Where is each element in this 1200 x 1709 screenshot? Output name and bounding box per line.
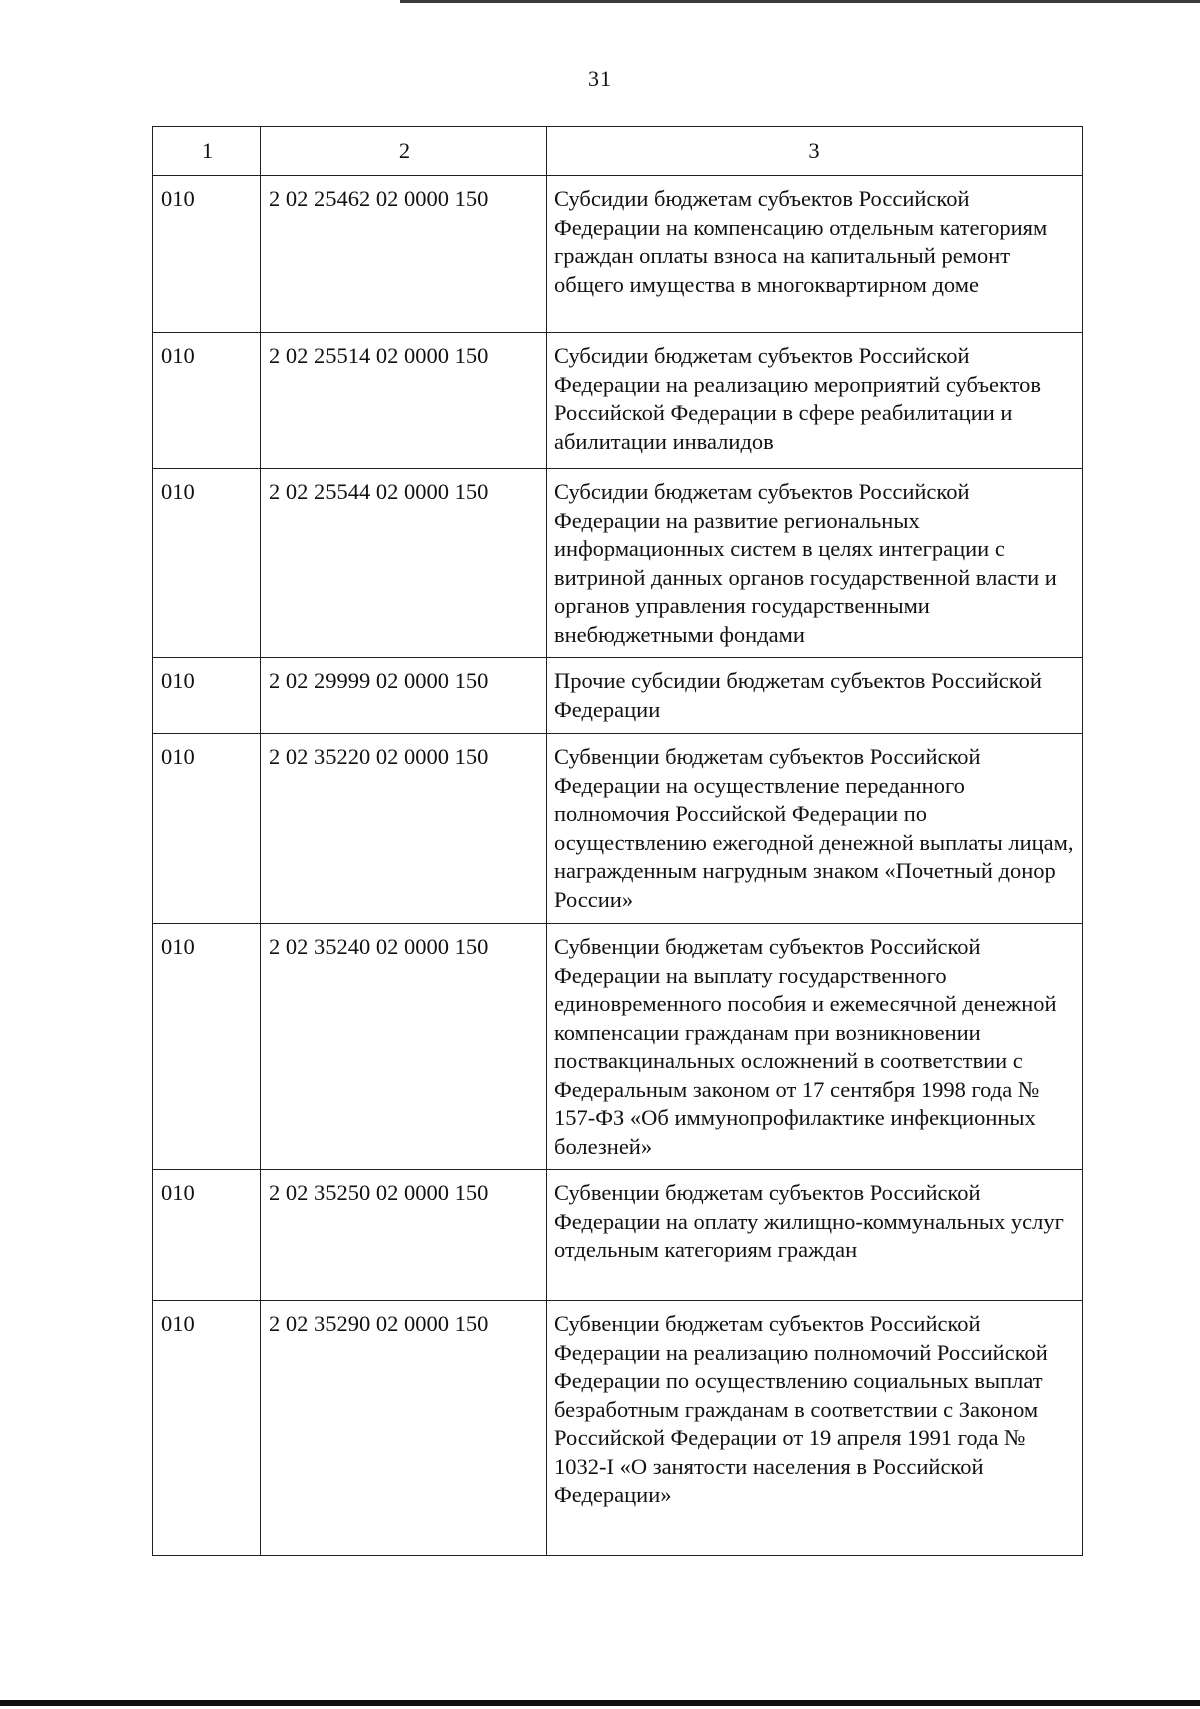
- admin-code-cell: 010: [153, 924, 261, 1170]
- admin-code-cell: 010: [153, 176, 261, 333]
- admin-code-cell: 010: [153, 333, 261, 469]
- revenue-code-cell: 2 02 35240 02 0000 150: [261, 924, 547, 1170]
- revenue-code-cell: 2 02 25544 02 0000 150: [261, 469, 547, 658]
- revenue-description-cell: Субсидии бюджетам субъектов Российской Федерации на компенсацию отдельным категориям граждан оплаты взноса на капитальный ремонт общего имущества в многоквартирном доме: [547, 176, 1083, 333]
- bottom-edge-rule: [0, 1700, 1200, 1706]
- header-col-3: 3: [547, 127, 1083, 176]
- revenue-code-cell: 2 02 25514 02 0000 150: [261, 333, 547, 469]
- table-row: [153, 1301, 1083, 1556]
- revenue-code-cell: 2 02 29999 02 0000 150: [261, 658, 547, 734]
- revenue-description-cell: Субвенции бюджетам субъектов Российской Федерации на реализацию полномочий Российской Федерации по осуществлению социальных выплат безработным гражданам в соответствии с Законом Российской Федерации от 19 апреля 1991 года № 1032-I «О занятости населения в Российской Федерации»: [547, 1301, 1083, 1556]
- revenue-description-cell: Субсидии бюджетам субъектов Российской Федерации на реализацию мероприятий субъектов Российской Федерации в сфере реабилитации и абилитации инвалидов: [547, 333, 1083, 469]
- page-number: 31: [588, 66, 612, 91]
- admin-code-cell: 010: [153, 469, 261, 658]
- header-col-1: 1: [153, 127, 261, 176]
- table-row: [153, 924, 1083, 1170]
- revenue-description-cell: Прочие субсидии бюджетам субъектов Российской Федерации: [547, 658, 1083, 734]
- header-row: [153, 127, 1083, 176]
- admin-code-cell: 010: [153, 1301, 261, 1556]
- top-edge-rule: [400, 0, 1200, 3]
- table-row: [153, 658, 1083, 734]
- revenue-code-cell: 2 02 35250 02 0000 150: [261, 1170, 547, 1301]
- admin-code-cell: 010: [153, 658, 261, 734]
- revenue-description-cell: Субвенции бюджетам субъектов Российской Федерации на осуществление переданного полномочия Российской Федерации по осуществлению ежегодной денежной выплаты лицам, награжденным нагрудным знаком «Почетный донор России»: [547, 734, 1083, 924]
- header-col-2: 2: [261, 127, 547, 176]
- budget-code-table: [152, 126, 1083, 1556]
- table-header: [153, 127, 1083, 176]
- revenue-code-cell: 2 02 35290 02 0000 150: [261, 1301, 547, 1556]
- table-row: [153, 734, 1083, 924]
- revenue-description-cell: Субвенции бюджетам субъектов Российской Федерации на оплату жилищно-коммунальных услуг отдельным категориям граждан: [547, 1170, 1083, 1301]
- revenue-code-cell: 2 02 35220 02 0000 150: [261, 734, 547, 924]
- revenue-description-cell: Субвенции бюджетам субъектов Российской Федерации на выплату государственного единовременного пособия и ежемесячной денежной компенсации гражданам при возникновении поствакцинальных осложнений в соответствии с Федеральным законом от 17 сентября 1998 года № 157-ФЗ «Об иммунопрофилактике инфекционных болезней»: [547, 924, 1083, 1170]
- admin-code-cell: 010: [153, 734, 261, 924]
- table-row: [153, 176, 1083, 333]
- revenue-description-cell: Субсидии бюджетам субъектов Российской Федерации на развитие региональных информационных систем в целях интеграции с витриной данных органов государственной власти и органов управления государственными внебюджетными фондами: [547, 469, 1083, 658]
- table-row: [153, 1170, 1083, 1301]
- table-row: [153, 469, 1083, 658]
- table-row: [153, 333, 1083, 469]
- admin-code-cell: 010: [153, 1170, 261, 1301]
- revenue-code-cell: 2 02 25462 02 0000 150: [261, 176, 547, 333]
- table-body: [153, 176, 1083, 1556]
